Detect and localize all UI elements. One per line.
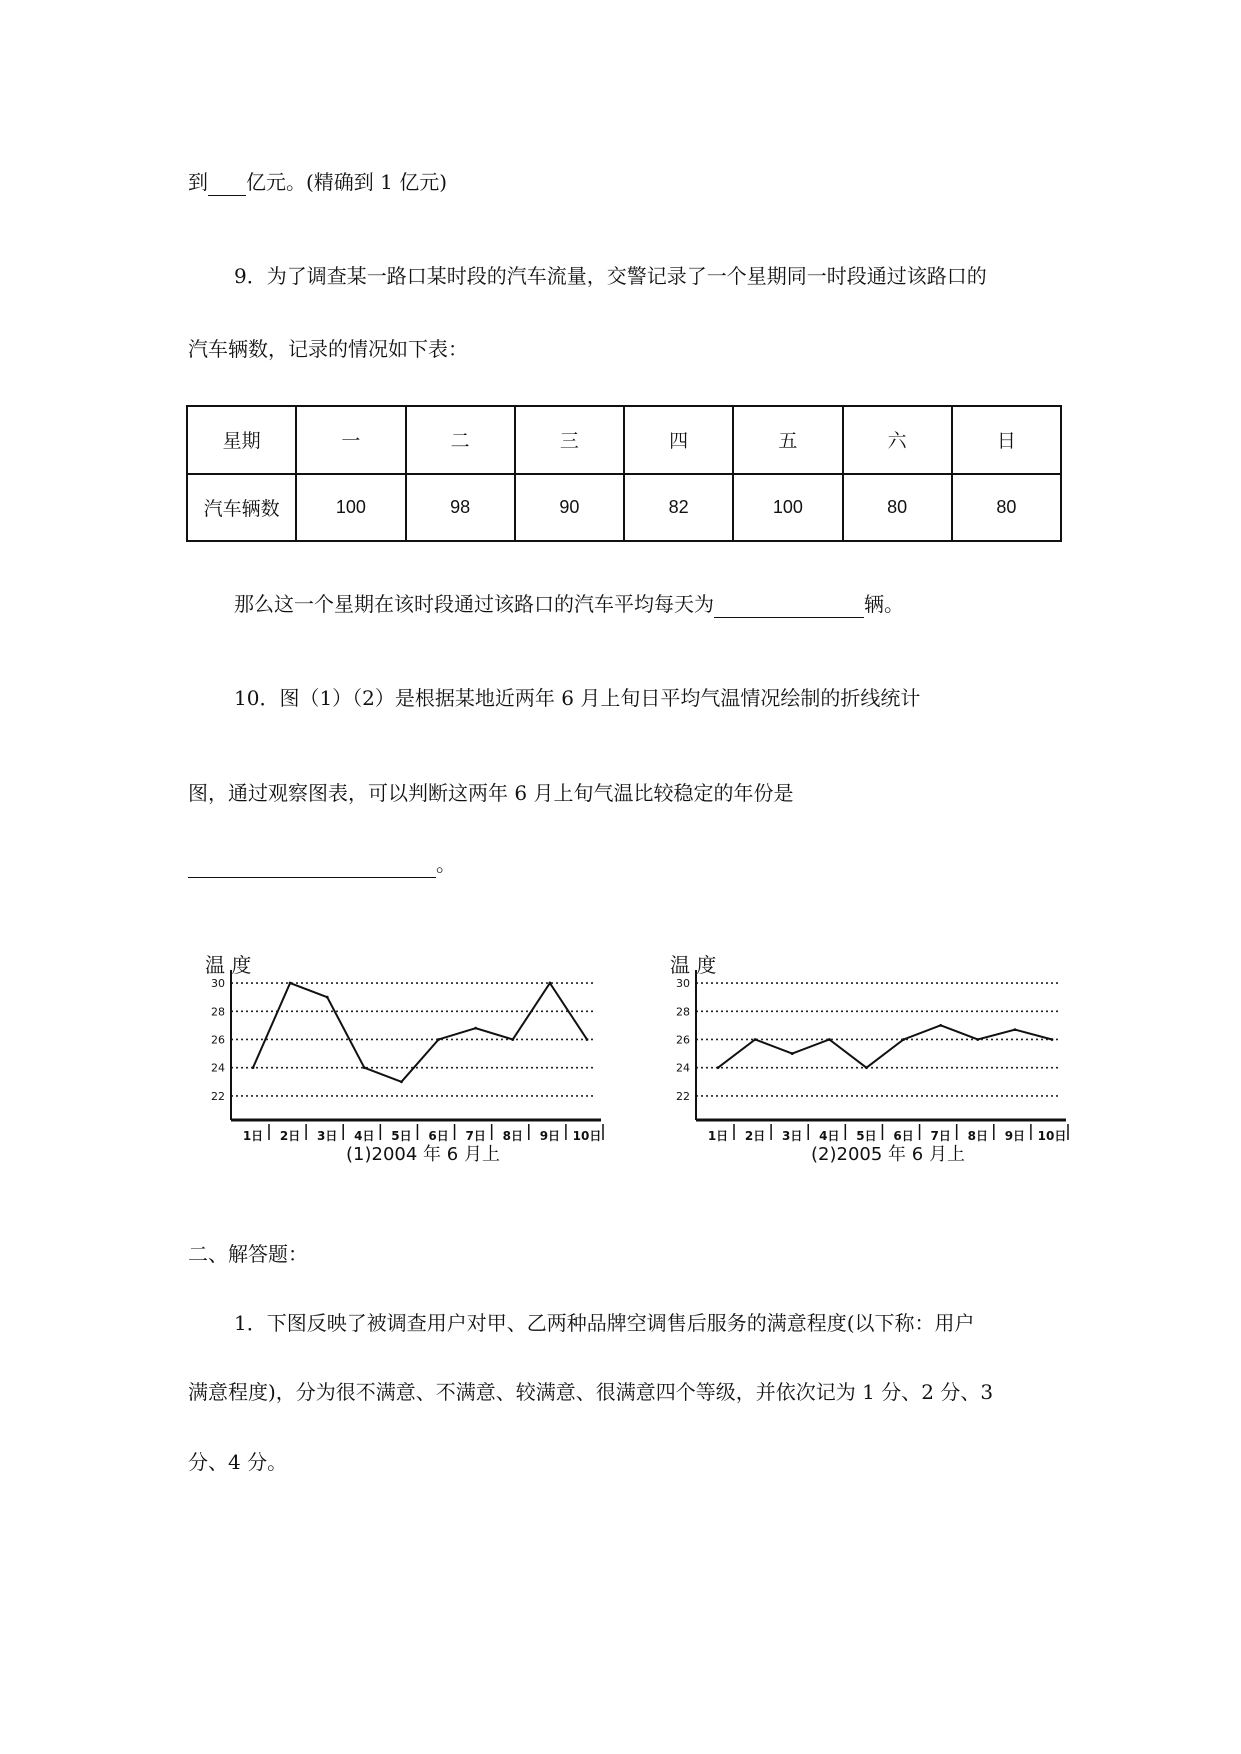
y-tick-label: 28 (211, 1005, 225, 1019)
table-row-label: 汽车辆数 (187, 474, 296, 542)
data-point (474, 1027, 477, 1030)
y-tick-label: 22 (211, 1089, 225, 1103)
x-tick-label: 8日 (967, 1129, 988, 1143)
table-cell: 100 (733, 474, 842, 542)
data-point (548, 982, 551, 985)
data-point (754, 1038, 757, 1041)
section2-title: 二、解答题： (188, 1242, 308, 1266)
table-cell: 100 (296, 474, 405, 542)
x-tick-label: 2日 (279, 1129, 301, 1143)
table-header-cell: 二 (406, 406, 515, 474)
data-point (976, 1038, 979, 1041)
data-point (363, 1066, 366, 1069)
answer-blank-q9[interactable] (714, 595, 864, 618)
data-point (1013, 1028, 1016, 1031)
table-row (187, 406, 1061, 474)
table-row (187, 474, 1061, 542)
y-tick-label: 24 (676, 1061, 690, 1075)
y-tick-label: 28 (676, 1005, 690, 1019)
q10-line1: 10．图（1）（2）是根据某地近两年 6 月上旬日平均气温情况绘制的折线统计 (234, 686, 921, 710)
table-header-cell: 三 (515, 406, 624, 474)
answer-blank-q8[interactable] (208, 173, 246, 196)
data-point (1051, 1038, 1054, 1041)
y-axis-label: 温 度 (670, 953, 717, 977)
x-tick-label: 9日 (539, 1129, 561, 1143)
x-tick-label: 6日 (893, 1129, 914, 1143)
s2q1-line1: 1．下图反映了被调查用户对甲、乙两种品牌空调售后服务的满意程度(以下称：用户 (234, 1311, 975, 1335)
data-point (828, 1038, 831, 1041)
data-point (717, 1066, 720, 1069)
x-tick-label: 3日 (317, 1129, 338, 1143)
x-tick-label: 3日 (782, 1129, 803, 1143)
q9-answer-line: 那么这一个星期在该时段通过该路口的汽车平均每天为 辆。 (234, 592, 904, 616)
traffic-table (186, 405, 1062, 542)
data-point (902, 1038, 905, 1041)
x-tick-label: 9日 (1004, 1129, 1026, 1143)
temperature-chart-2004 (185, 938, 605, 1168)
table-header-cell: 星期 (187, 406, 296, 474)
s2q1-line2: 满意程度)，分为很不满意、不满意、较满意、很满意四个等级，并依次记为 1 分、2 分、3 (188, 1380, 994, 1404)
table-cell: 90 (515, 474, 624, 542)
s2q1-line3: 分、4 分。 (188, 1450, 288, 1474)
q9-line2: 汽车辆数，记录的情况如下表： (188, 337, 468, 361)
x-tick-label: 2日 (744, 1129, 766, 1143)
data-point (791, 1052, 794, 1055)
y-tick-label: 24 (211, 1061, 225, 1075)
data-point (939, 1024, 942, 1027)
q9-line1: 9．为了调查某一路口某时段的汽车流量，交警记录了一个星期同一时段通过该路口的 (234, 264, 987, 288)
table-header-cell: 一 (296, 406, 405, 474)
data-point (252, 1066, 255, 1069)
table-cell: 82 (624, 474, 733, 542)
y-tick-label: 22 (676, 1089, 690, 1103)
data-point (437, 1038, 440, 1041)
chart-caption: (2)2005 年 6 月上 (811, 1144, 965, 1165)
series-line (718, 1025, 1052, 1067)
x-tick-label: 5日 (391, 1129, 412, 1143)
table-cell: 80 (843, 474, 952, 542)
data-point (326, 996, 329, 999)
x-tick-label: 1日 (707, 1129, 729, 1143)
table-header-cell: 五 (733, 406, 842, 474)
data-point (289, 982, 292, 985)
fill-blank-line-q8: 到 亿元。(精确到 1 亿元) (188, 170, 448, 194)
table-header-cell: 四 (624, 406, 733, 474)
y-tick-label: 30 (676, 977, 690, 991)
data-point (400, 1080, 403, 1083)
x-tick-label: 5日 (856, 1129, 877, 1143)
table-header-cell: 日 (952, 406, 1061, 474)
data-point (865, 1066, 868, 1069)
data-point (586, 1038, 589, 1041)
x-tick-label: 8日 (502, 1129, 523, 1143)
x-tick-label: 7日 (930, 1129, 951, 1143)
answer-blank-q10[interactable] (188, 855, 436, 878)
x-tick-label: 4日 (354, 1129, 375, 1143)
x-tick-label: 10日 (1037, 1129, 1067, 1143)
table-cell: 98 (406, 474, 515, 542)
data-point (511, 1038, 514, 1041)
x-tick-label: 7日 (465, 1129, 486, 1143)
chart-caption: (1)2004 年 6 月上 (346, 1144, 500, 1165)
x-tick-label: 10日 (572, 1129, 602, 1143)
x-tick-label: 6日 (428, 1129, 449, 1143)
y-tick-label: 26 (211, 1033, 225, 1047)
x-tick-label: 1日 (242, 1129, 264, 1143)
x-tick-label: 4日 (819, 1129, 840, 1143)
q10-line2: 图，通过观察图表，可以判断这两年 6 月上旬气温比较稳定的年份是 (188, 781, 794, 805)
y-tick-label: 26 (676, 1033, 690, 1047)
q10-answer-line: 。 (188, 850, 456, 878)
temperature-chart-2005 (650, 938, 1070, 1168)
table-cell: 80 (952, 474, 1061, 542)
y-tick-label: 30 (211, 977, 225, 991)
y-axis-label: 温 度 (205, 953, 252, 977)
table-header-cell: 六 (843, 406, 952, 474)
